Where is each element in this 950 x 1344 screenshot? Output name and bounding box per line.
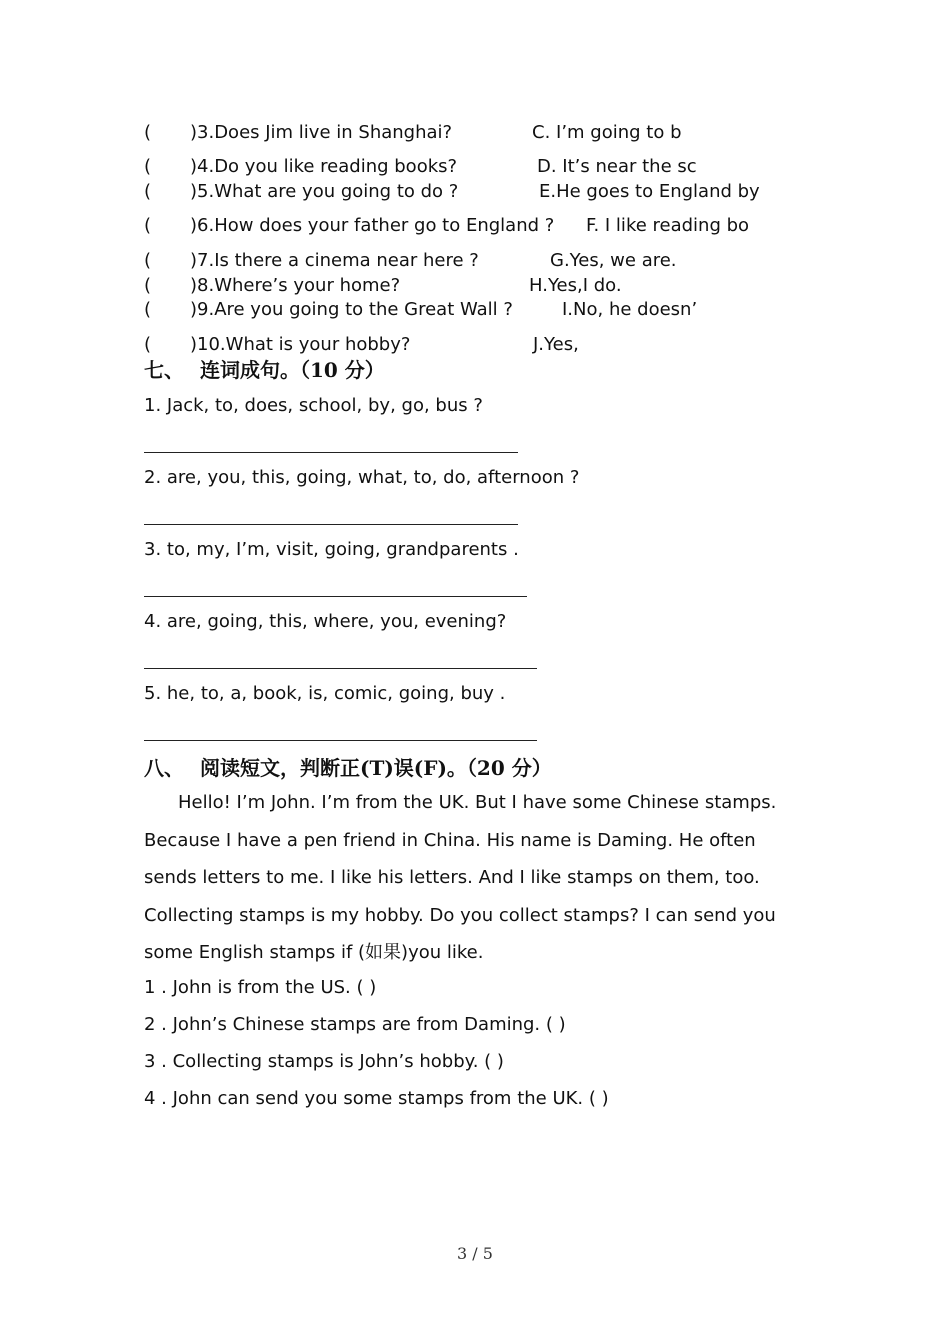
reorder-item-2: 2. are, you, this, going, what, to, do, afternoon ?: [144, 467, 580, 488]
reorder-item-4: 4. are, going, this, where, you, evening?: [144, 611, 507, 632]
match-answer-c: C. I’m going to b: [532, 122, 682, 143]
reading-passage: Hello! I’m John. I’m from the UK. But I have some Chinese stamps. Because I have a pen friend in China. His name is Daming. He often sends letters to me. I like his letters. And I like stamps on them, too. Collecting stamps is my hobby. Do you collect stamps? I can send you some English stamps if (如果)you like.: [144, 792, 777, 963]
tf-question-2: 2 . John’s Chinese stamps are from Daming. ( ): [144, 1014, 566, 1035]
tf-question-4: 4 . John can send you some stamps from the UK. ( ): [144, 1088, 609, 1109]
tf-question-3: 3 . Collecting stamps is John’s hobby. ( ): [144, 1051, 504, 1072]
match-question-9: ( )9.Are you going to the Great Wall ?: [144, 299, 513, 320]
match-answer-f: F. I like reading bo: [586, 215, 750, 236]
match-question-6: ( )6.How does your father go to England ?: [144, 215, 555, 236]
answer-line-4[interactable]: [144, 668, 537, 669]
reorder-item-5: 5. he, to, a, book, is, comic, going, buy .: [144, 683, 506, 704]
match-question-4: ( )4.Do you like reading books?: [144, 156, 458, 177]
match-answer-g: G.Yes, we are.: [550, 250, 677, 271]
page-number: 3 / 5: [457, 1244, 493, 1263]
match-question-8: ( )8.Where’s your home?: [144, 275, 401, 296]
match-answer-e: E.He goes to England by: [539, 181, 760, 202]
answer-line-2[interactable]: [144, 524, 518, 525]
tf-question-1: 1 . John is from the US. ( ): [144, 977, 377, 998]
answer-line-1[interactable]: [144, 452, 518, 453]
match-question-10: ( )10.What is your hobby?: [144, 334, 411, 355]
match-question-7: ( )7.Is there a cinema near here ?: [144, 250, 479, 271]
section-7-heading: 七、 连词成句。（10 分）: [144, 358, 385, 382]
match-answer-j: J.Yes,: [533, 334, 579, 355]
match-question-5: ( )5.What are you going to do ?: [144, 181, 459, 202]
reorder-item-1: 1. Jack, to, does, school, by, go, bus ?: [144, 395, 483, 416]
section-8-heading: 八、 阅读短文，判断正(T)误(F)。（20 分）: [144, 756, 552, 780]
reorder-item-3: 3. to, my, I’m, visit, going, grandparents .: [144, 539, 519, 560]
match-answer-d: D. It’s near the sc: [537, 156, 697, 177]
answer-line-3[interactable]: [144, 596, 527, 597]
answer-line-5[interactable]: [144, 740, 537, 741]
match-question-3: ( )3.Does Jim live in Shanghai?: [144, 122, 453, 143]
match-answer-i: I.No, he doesn’: [562, 299, 698, 320]
match-answer-h: H.Yes,I do.: [529, 275, 622, 296]
